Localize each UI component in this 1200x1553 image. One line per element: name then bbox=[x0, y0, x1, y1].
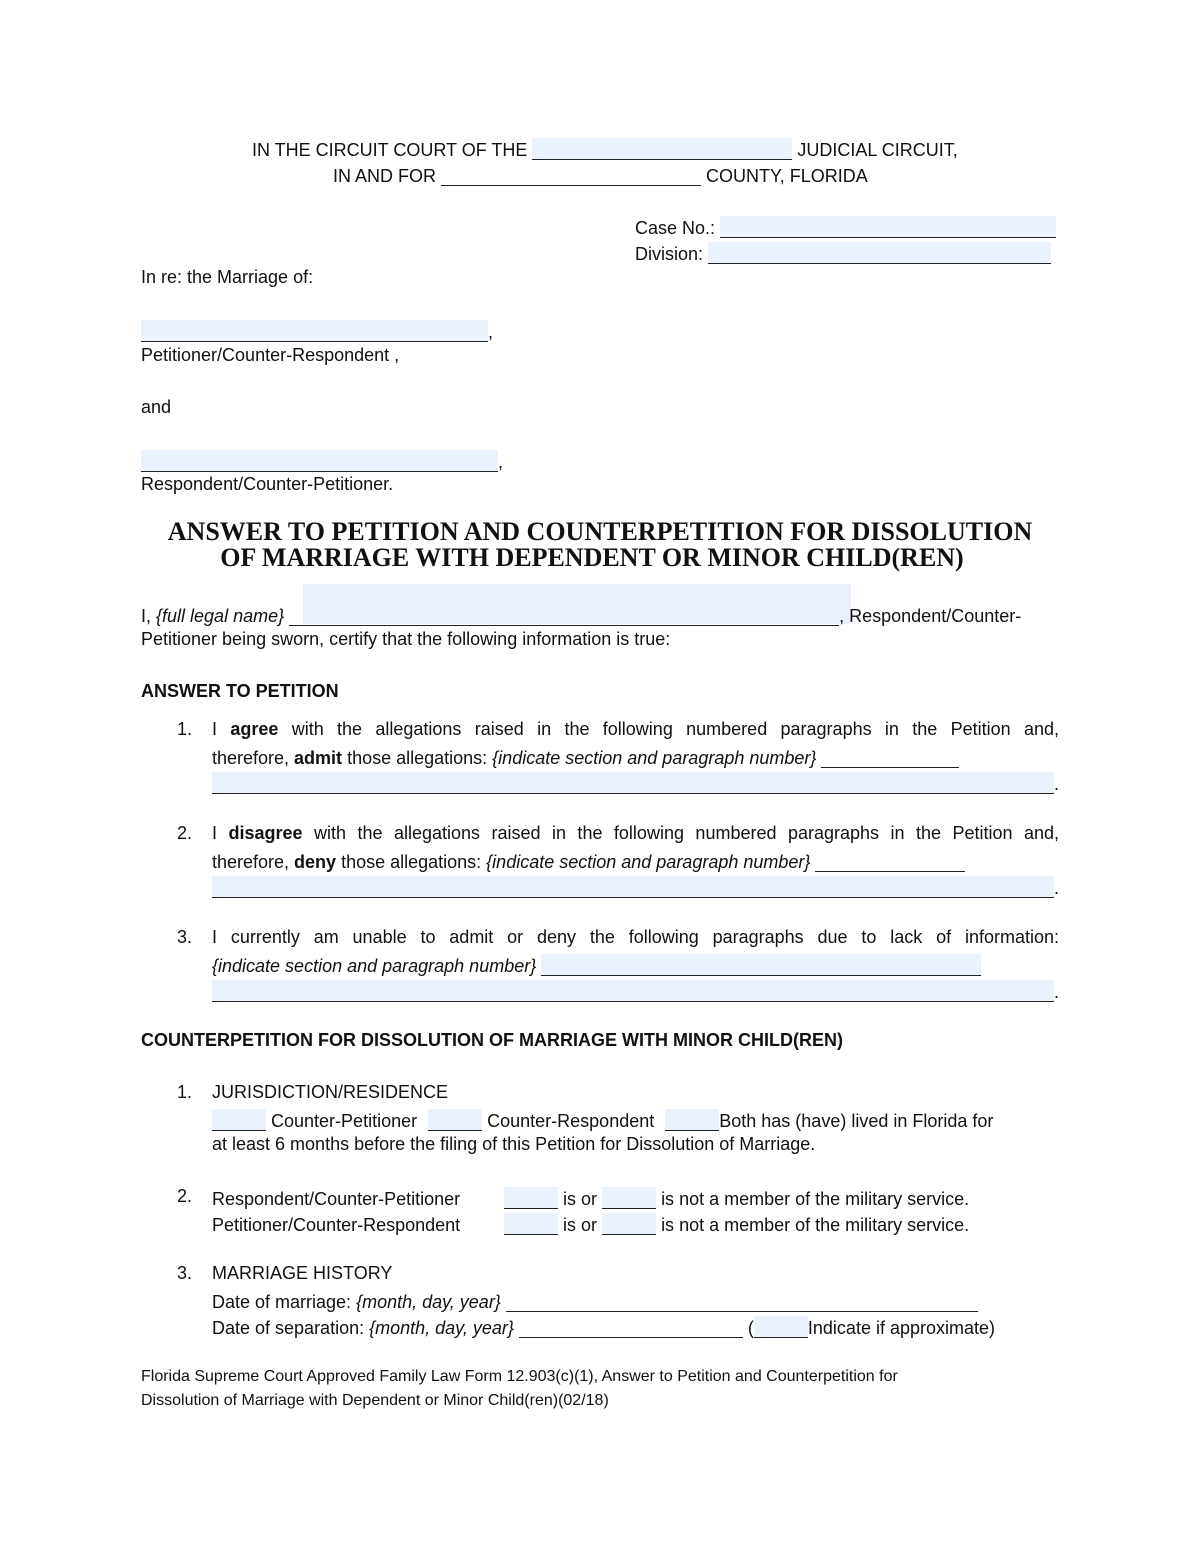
respondent-label: Respondent/Counter-Petitioner. bbox=[141, 474, 394, 494]
court-header-line2 bbox=[333, 160, 868, 189]
date-of-separation-field[interactable] bbox=[519, 1316, 743, 1338]
petitioner-name-field[interactable] bbox=[141, 320, 488, 342]
respondent-name-field[interactable] bbox=[141, 450, 498, 472]
comma: , bbox=[488, 322, 494, 342]
division-field[interactable] bbox=[708, 242, 1051, 264]
answer-item-2-number: 2. bbox=[176, 823, 192, 843]
jurisdiction-options bbox=[212, 1105, 1059, 1134]
counter-respondent-residence-field[interactable] bbox=[428, 1109, 482, 1131]
date-of-separation-row bbox=[212, 1312, 995, 1341]
footer-line1: Florida Supreme Court Approved Family Law Form 12.903(c)(1), Answer to Petition and Counterpetition for bbox=[141, 1368, 898, 1385]
and-label: and bbox=[141, 397, 172, 417]
form-title-line2: OF MARRIAGE WITH DEPENDENT OR MINOR CHILD(REN) bbox=[220, 543, 964, 572]
case-number-row bbox=[635, 212, 1056, 241]
answer-heading: ANSWER TO PETITION bbox=[141, 681, 339, 701]
deny-paragraphs-field-1[interactable] bbox=[815, 850, 965, 872]
judicial-circuit-field[interactable] bbox=[532, 138, 792, 160]
petitioner-military-is-field[interactable] bbox=[504, 1213, 558, 1235]
marriage-history-title: MARRIAGE HISTORY bbox=[212, 1263, 393, 1283]
footer-line2: Dissolution of Marriage with Dependent or Minor Child(ren)(02/18) bbox=[141, 1392, 609, 1409]
approximate-label: Indicate if approximate) bbox=[807, 1318, 995, 1338]
admit-paragraphs-field-2[interactable] bbox=[212, 772, 1054, 794]
text: those allegations: bbox=[336, 852, 487, 872]
petitioner-military-not-field[interactable] bbox=[602, 1213, 656, 1235]
military-row-respondent bbox=[212, 1183, 969, 1212]
answer-item-1-line1 bbox=[212, 716, 1059, 742]
answer-item-1-line3 bbox=[212, 768, 1059, 797]
oath-line2: Petitioner being sworn, certify that the following information is true: bbox=[141, 629, 671, 649]
paragraph-hint: {indicate section and paragraph number} bbox=[492, 748, 817, 768]
party-label: Respondent/Counter-Petitioner bbox=[212, 1189, 461, 1209]
respondent-military-not-field[interactable] bbox=[602, 1187, 656, 1209]
in-re-label: In re: the Marriage of: bbox=[141, 267, 314, 287]
text: with the allegations raised in the following numbered paragraphs in the Petition and, bbox=[278, 719, 1059, 739]
both-residence-field[interactable] bbox=[665, 1109, 719, 1131]
date-hint: {month, day, year} bbox=[356, 1292, 501, 1312]
text: therefore, bbox=[212, 748, 295, 768]
unknown-paragraphs-field-1[interactable] bbox=[541, 954, 981, 976]
disagree-word: disagree bbox=[228, 823, 303, 843]
petitioner-name-row bbox=[141, 316, 493, 345]
counter-petitioner-residence-field[interactable] bbox=[212, 1109, 266, 1131]
answer-item-2-line3 bbox=[212, 872, 1059, 901]
open-paren: ( bbox=[747, 1318, 754, 1338]
period: . bbox=[1054, 982, 1060, 1002]
jurisdiction-line3: at least 6 months before the filing of this Petition for Dissolution of Marriage. bbox=[212, 1134, 816, 1154]
counter-petitioner-option: Counter-Petitioner bbox=[271, 1111, 418, 1131]
answer-item-3-line2 bbox=[212, 950, 981, 979]
full-name-field[interactable] bbox=[289, 604, 839, 626]
petitioner-label: Petitioner/Counter-Respondent , bbox=[141, 345, 400, 365]
deny-paragraphs-field-2[interactable] bbox=[212, 876, 1054, 898]
case-number-label: Case No.: bbox=[635, 218, 716, 238]
oath-suffix: , Respondent/Counter- bbox=[839, 606, 1022, 626]
text: those allegations: bbox=[342, 748, 493, 768]
jurisdiction-number: 1. bbox=[176, 1082, 192, 1102]
answer-item-3-line3 bbox=[212, 976, 1059, 1005]
both-option: Both has (have) lived in Florida for bbox=[719, 1111, 994, 1131]
is-or-label: is or bbox=[563, 1215, 598, 1235]
text: I bbox=[212, 823, 229, 843]
answer-item-3-number: 3. bbox=[176, 927, 192, 947]
text: with the allegations raised in the following numbered paragraphs in the Petition and, bbox=[302, 823, 1059, 843]
approximate-date-field[interactable] bbox=[754, 1316, 808, 1338]
period: . bbox=[1054, 774, 1060, 794]
military-row-petitioner bbox=[212, 1209, 969, 1238]
division-row bbox=[635, 238, 1051, 267]
is-or-label: is or bbox=[563, 1189, 598, 1209]
answer-item-1-line2 bbox=[212, 742, 959, 771]
not-member-label: is not a member of the military service. bbox=[661, 1189, 970, 1209]
counterpetition-heading: COUNTERPETITION FOR DISSOLUTION OF MARRIAGE WITH MINOR CHILD(REN) bbox=[141, 1030, 843, 1050]
period: . bbox=[1054, 878, 1060, 898]
court-header-line1 bbox=[252, 134, 958, 163]
paragraph-hint: {indicate section and paragraph number} bbox=[212, 956, 537, 976]
text: therefore, bbox=[212, 852, 295, 872]
date-hint: {month, day, year} bbox=[369, 1318, 514, 1338]
answer-item-1-number: 1. bbox=[176, 719, 192, 739]
date-of-marriage-field[interactable] bbox=[506, 1290, 978, 1312]
admit-paragraphs-field-1[interactable] bbox=[821, 746, 959, 768]
military-number: 2. bbox=[176, 1186, 192, 1206]
county-field[interactable] bbox=[441, 164, 701, 186]
answer-item-2-line1 bbox=[212, 820, 1059, 846]
not-member-label: is not a member of the military service. bbox=[661, 1215, 970, 1235]
admit-word: admit bbox=[294, 748, 343, 768]
paragraph-hint: {indicate section and paragraph number} bbox=[486, 852, 811, 872]
answer-item-3-line1: I currently am unable to admit or deny the following paragraphs due to lack of information: bbox=[212, 927, 1059, 947]
answer-item-2-line2 bbox=[212, 846, 965, 875]
comma: , bbox=[498, 452, 504, 472]
case-number-field[interactable] bbox=[720, 216, 1056, 238]
text: I bbox=[212, 719, 231, 739]
county-suffix: COUNTY, FLORIDA bbox=[706, 166, 868, 186]
date-of-marriage-row bbox=[212, 1286, 978, 1315]
full-name-hint: {full legal name} bbox=[156, 606, 285, 626]
jurisdiction-title: JURISDICTION/RESIDENCE bbox=[212, 1082, 449, 1102]
division-label: Division: bbox=[635, 244, 704, 264]
deny-word: deny bbox=[294, 852, 337, 872]
date-of-marriage-label: Date of marriage: bbox=[212, 1292, 357, 1312]
date-of-separation-label: Date of separation: bbox=[212, 1318, 370, 1338]
oath-line1 bbox=[141, 600, 1021, 629]
form-title-line1: ANSWER TO PETITION AND COUNTERPETITION FOR DISSOLUTION bbox=[167, 517, 1033, 546]
unknown-paragraphs-field-2[interactable] bbox=[212, 980, 1054, 1002]
respondent-military-is-field[interactable] bbox=[504, 1187, 558, 1209]
court-header-prefix: IN THE CIRCUIT COURT OF THE bbox=[252, 140, 528, 160]
court-header-suffix: JUDICIAL CIRCUIT, bbox=[797, 140, 958, 160]
agree-word: agree bbox=[230, 719, 279, 739]
counter-respondent-option: Counter-Respondent bbox=[487, 1111, 655, 1131]
party-label: Petitioner/Counter-Respondent bbox=[212, 1215, 461, 1235]
marriage-history-number: 3. bbox=[176, 1263, 192, 1283]
oath-prefix: I, bbox=[141, 606, 157, 626]
county-prefix: IN AND FOR bbox=[333, 166, 437, 186]
